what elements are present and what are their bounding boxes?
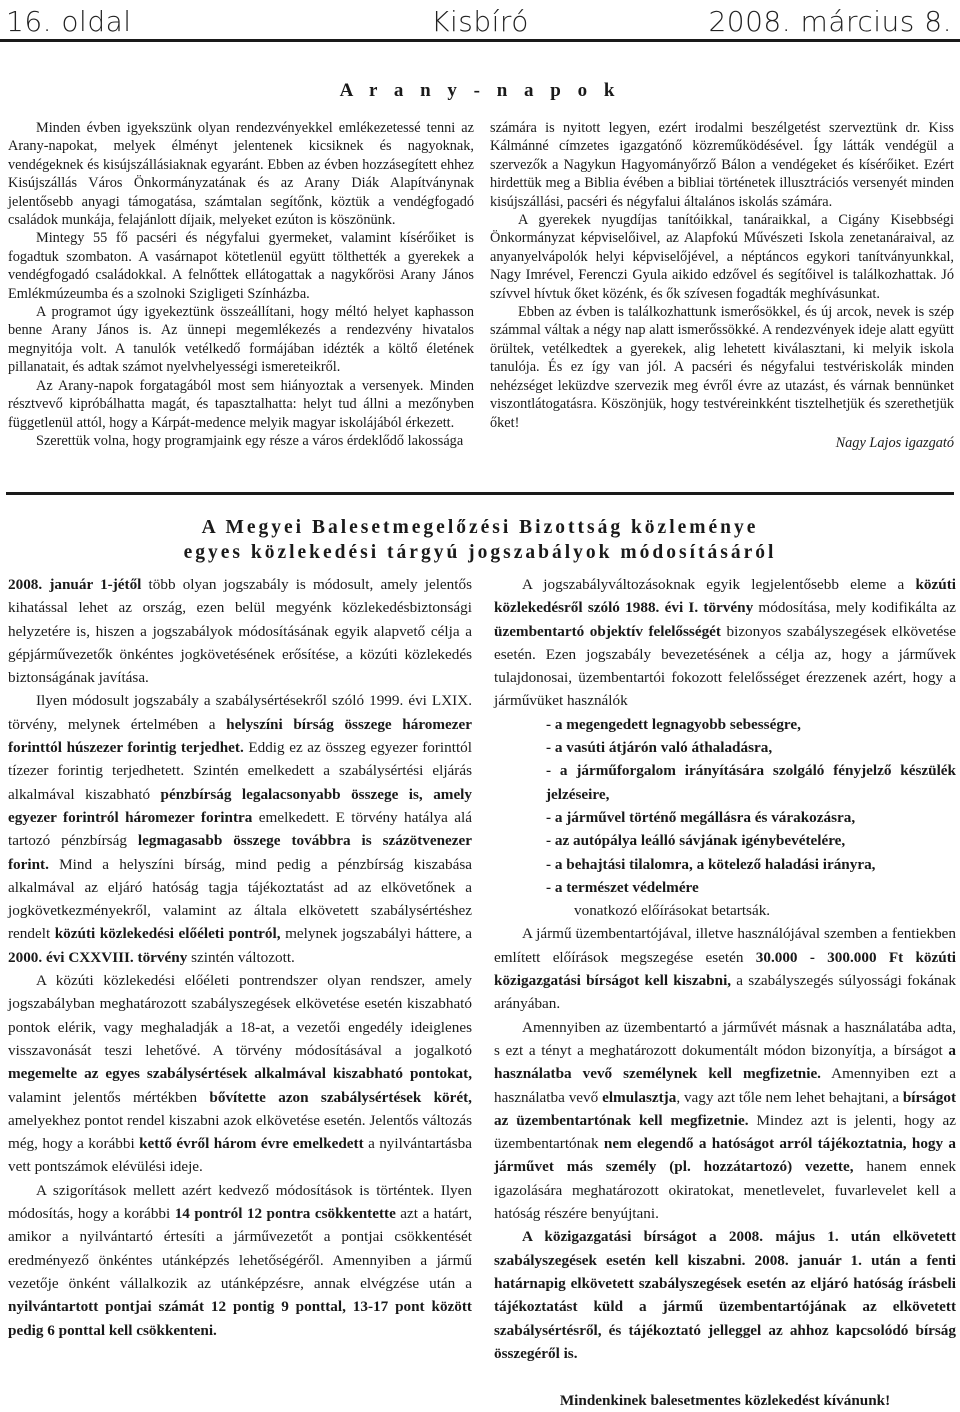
after-list-text: vonatkozó előírásokat betartsák. <box>574 902 771 920</box>
article1-right-column <box>490 119 954 452</box>
bold-text-run: 2008. január 1-jétől <box>8 576 142 593</box>
article2-paragraph <box>494 1225 956 1365</box>
article1-paragraph: Az Arany-napok forgatagából most sem hiányoztak a versenyek. Minden résztvevő kipróbálhatta magát, és tapasztalhatta: helyt tud állni a mezőnyben függetlenül attól, hogy a Kárpát-medence melyik magyar iskolájából érkezett. <box>8 377 474 431</box>
list-item: - a behajtási tilalomra, a kötelező haladási irányra, <box>546 855 876 873</box>
article-divider <box>6 492 954 495</box>
article1-left-column <box>8 119 474 450</box>
list-item: - a járművel történő megállásra és várakozásra, <box>546 808 856 826</box>
text-run: amelyekhez pontot rendel kiszabni azok elkövetése esetén. Jelentős változás még, hogy a korábbi <box>8 1111 472 1153</box>
bold-text-run: legmagasabb összege továbbra is százötvenezer forint. <box>8 832 472 873</box>
text-run: Eddig ez az összeg egyezer forinttól tízezer forintig terjedhetett. Szintén emelkedett a szabálysértési eljárás alkalmával kiszabható <box>8 739 472 803</box>
text-run: valamint jelentős mértékben <box>8 1088 210 1106</box>
article1-title: A r a n y - n a p o k <box>339 80 621 101</box>
article2-paragraph <box>8 573 472 689</box>
list-item: - a természet védelmére <box>546 878 699 896</box>
text-run: a szabályszegés súlyossági fokának arányában. <box>494 972 956 1013</box>
article2-title <box>0 515 960 565</box>
bold-text-run: 2000. évi CXXVIII. törvény <box>8 948 188 966</box>
text-run: , vagy azt tőle nem lehet behajtani, a <box>676 1088 903 1106</box>
list-item: - a megengedett legnagyobb sebességre, <box>546 715 801 733</box>
rules-list <box>494 713 956 899</box>
text-run: A jármű üzembentartójával, illetve használójával szemben a fentiekben említett előírások megszegése esetén <box>494 925 956 966</box>
article1-paragraph: A gyerekek nyugdíjas tanítóikkal, tanáraikkal, a Cigány Kisebbségi Önkormányzat képviselőivel, az Alapfokú Művészeti Iskola zenetanáraival, az anyanyelvápolók helyi képviselőjével, a néptáncos egykori tanítványunkkal, Nagy Imrével, Ferenczi Gyula aikido edzővel és segítőivel is találkozhattak. Jó szívvel hívtuk őket közénk, és ők szívesen fogadták meghívásunkat. <box>490 212 954 302</box>
text-run: szintén változott. <box>187 948 295 966</box>
page-number: 16. oldal <box>6 5 132 38</box>
article1-paragraph: számára is nyitott legyen, ezért irodalmi beszélgetést szerveztünk dr. Kiss Kálmánné címzetes igazgatónő közreműködésével. Így látták vendégül a szervezők a Nagykun Hagyományőrző Bálon a vendégeket és kísérőiket. Ezért hirdettük meg a Biblia évében a bibliai történetek illusztrációs versenyét minden kisújszállási, pacséri és négyfalui általános iskolás számára. <box>490 120 954 210</box>
article2-paragraph <box>494 573 956 713</box>
issue-date: 2008. március 8. <box>708 5 952 38</box>
text-run: Ilyen módosult jogszabály a szabálysértésekről szóló 1999. évi LXIX. törvény, melynek értelmében a <box>8 692 472 733</box>
bold-text-run: helyszíni bírság összege háromezer forinttól húszezer forintig terjedhet. <box>8 715 473 757</box>
bold-text-run: nem elegendő a hatóságot arról tájékoztatnia, hogy a járművet más személy (pl. hozzátartozó) vezette, <box>494 1135 957 1176</box>
article1-paragraph: A programot úgy igyekeztünk összeállítani, hogy méltó helyet kaphasson benne Arany János is. Az ünnepi megemlékezés a rendezvény hivatalos megnyitója volt. A tanulók vetélkedő formájában idézték a költő életének pillanatait, és adtak számot nyelvhelyességi ismereteikről. <box>8 304 474 376</box>
text-run: Mind a helyszíni bírság, mind pedig a pénzbírság kiszabása alkalmával az eljáró hatóság tagja tájékoztatást ad az elkövetőnek a jogkövetkezményekről, valamint az általa elkövetett szabálysértéshez rendelt <box>8 855 472 943</box>
text-run: A szigorítások mellett azért kedvező módosítások is történtek. Ilyen módosítás, hogy a korábbi <box>8 1181 472 1223</box>
text-run: azt a határt, amikor a nyilvántartó értesíti a járművezetőt a pontjai csökkentését eredményező önkéntes utánképzés lehetőségéről. Amennyiben a jármű vezetője önként vállalkozik az utánképzésre, annak elvégzése után a <box>8 1205 473 1292</box>
article2-title-line1: A Megyei Balesetmegelőzési Bizottság közleménye <box>201 517 759 538</box>
article2-paragraph <box>8 689 472 969</box>
article2-left-column <box>8 573 472 1342</box>
article2-paragraph <box>494 1016 956 1226</box>
text-run: több olyan jogszabály is módosult, amely jelentős kihatással lehet az ország, ezen belül megyénk közlekedésbiztonsági helyzetére is, hiszen a jogszabályok módosításának egyik alapvető célja a gépjárművezetők önkéntes jogkövetésének erősítése, a közúti közlekedés biztonságának javítása. <box>8 576 472 687</box>
article2-paragraph <box>494 922 956 1015</box>
text-run: Amennyiben az üzembentartó a járművét másnak a használatába adta, s ezt a tényt a meghatározott dokumentált módon bizonyítja, a bírságot <box>494 1018 956 1059</box>
article1-paragraph: Ebben az évben is találkozhattunk ismerősökkel, és új arcok, nevek is szép számmal váltak a négy nap alatt ismerőssökké. A rendezvények ideje alatt együtt örültek, vetélkedtek a gyerekek, alig lehetett kiválasztani, ki melyik iskola tanulója. És ez így van jól. A pacséri és négyfalui testvériskolák minden nehézséget leküzdve szervezik meg évről évre az utazást, és várnak bennünket viszontlátogatásra. Köszönjük, hogy testvéreinkként tisztelhetjük és szerethetjük őket! <box>490 304 954 431</box>
article1-signature: Nagy Lajos igazgató <box>835 434 954 451</box>
text-run: Amennyiben ezt a használatba vevő <box>494 1065 956 1106</box>
bold-text-run: A közigazgatási bírságot a 2008. május 1. után elkövetett szabályszegések esetén kell kiszabni. 2008. január 1. után a fenti határnapig elkövetett szabályszegések esetén az eljáró hatóság írásbeli tájékoztatást küld a jármű üzembentartójának az elkövetett szabálysértésről, és tájékoztató jelleggel az ahhoz kapcsolódó bírság összegéről is. <box>494 1228 956 1362</box>
text-run: a nyilvántartásba vett pontszámok elévülési ideje. <box>8 1135 472 1176</box>
text-run: A jogszabályváltozásoknak egyik legjelentősebb eleme a <box>522 576 916 593</box>
bold-text-run: megemelte az egyes szabálysértések alkalmával kiszabható pontokat, <box>8 1065 472 1083</box>
bold-text-run: kettő évről három évre emelkedett <box>139 1135 364 1153</box>
newspaper-name: Kisbíró <box>431 5 529 38</box>
bold-text-run: 30.000 - 300.000 Ft közúti közigazgatási bírságot kell kiszabni, <box>494 948 956 990</box>
bold-text-run: a használatba vevő személynek kell megfizetnie. <box>494 1041 956 1083</box>
text-run: Mindez azt is jelenti, hogy az üzembentartónak <box>494 1111 956 1153</box>
article1-paragraph: Mintegy 55 fő pacséri és négyfalui gyermeket, valamint kísérőiket is fogadtuk szombaton. A vasárnapot kötetlenül együtt tölthették a gyerekek a vendégfogadó családokkal. A felnőttek ellátogattak a nagykőrösi Arany János Emlékmúzeumba és a szolnoki Szigligeti Színházba. <box>8 230 474 302</box>
page-header <box>0 0 960 42</box>
article2-paragraph <box>8 969 472 1179</box>
article1-paragraph: Minden évben igyekszünk olyan rendezvényekkel emlékezetessé tenni az Arany-napokat, melyek élményt jelentenek kicsiknek és nagyoknak, vendégeknek és kisújszállásiaknak egyaránt. Ebben az évben hozzásegített ehhez Kisújszállás Város Önkormányzatának és az Arany Diák Alapítványnak jelentősebb anyagi támogatása, számtalan segítőnk, köztük a vendégfogadó családok munkája, felajánlott díjaik, melyeket ezúton is köszönünk. <box>8 120 474 229</box>
article2-paragraph <box>8 1179 472 1342</box>
bold-text-run: közúti közlekedési előéleti pontról, <box>54 925 281 943</box>
article2-right-column <box>494 573 956 1412</box>
list-item: - a vasúti átjárón való áthaladásra, <box>546 739 773 757</box>
text-run: emelkedett. E törvény hatálya alá tartozó pénzbírság <box>8 808 472 850</box>
article2-title-line2: egyes közlekedési tárgyú jogszabályok módosításáról <box>183 542 777 563</box>
bold-text-run: bírságot az üzembentartónak kell megfizetnie. <box>494 1088 956 1129</box>
bold-text-run: üzembentartó objektív felelősségét <box>494 622 721 640</box>
closing-wish: Mindenkinek balesetmentes közlekedést kívánunk! <box>559 1392 891 1410</box>
text-run: hanem ennek igazolására meghatározott okiratokat, menetlevelet, fuvarlevelet kell a hatóság részére benyújtani. <box>494 1158 956 1223</box>
bold-text-run: pénzbírság legalacsonyabb összege is, amely egyezer forintról háromezer forintra <box>8 785 472 826</box>
bold-text-run: közúti közlekedésről szóló 1988. évi I. törvény <box>494 576 956 617</box>
bold-text-run: elmulasztja <box>602 1088 677 1106</box>
article1-paragraph: Szerettük volna, hogy programjaink egy része a város érdeklődő lakossága <box>36 432 464 449</box>
list-item: - az autópálya leálló sávjának igénybevételére, <box>546 832 846 850</box>
bold-text-run: bővítette azon szabálysértések körét, <box>209 1088 472 1106</box>
bold-text-run: nyilvántartott pontjai számát 12 pontig 9 ponttal, 13-17 pont között pedig 6 ponttal kell csökkenteni. <box>8 1298 472 1339</box>
text-run: A közúti közlekedési előéleti pontrendszer olyan rendszer, amely jogszabályban meghatározott szabályszegések elkövetése esetén kiszabható pontok elérik, vagy meghaladják a 18-at, a vezetői engedély ideiglenes visszavonását teszi lehetővé. A törvény módosításával a jogalkotó <box>8 972 472 1059</box>
text-run: melynek jogszabályi háttere, a <box>280 925 473 943</box>
bold-text-run: 14 pontról 12 pontra csökkentette <box>174 1205 396 1223</box>
list-item: - a járműforgalom irányítására szolgáló fényjelző készülék jelzéseire, <box>546 762 956 803</box>
text-run: módosítása, mely kodifikálta az <box>753 599 957 617</box>
text-run: bizonyos szabályszegések elkövetése esetén. Ezen jogszabály bevezetésének a célja az, hogy a járművek tulajdonosai, üzembentartói fokozott felelősséget érezzenek azért, hogy a járművüket használók <box>494 622 956 710</box>
